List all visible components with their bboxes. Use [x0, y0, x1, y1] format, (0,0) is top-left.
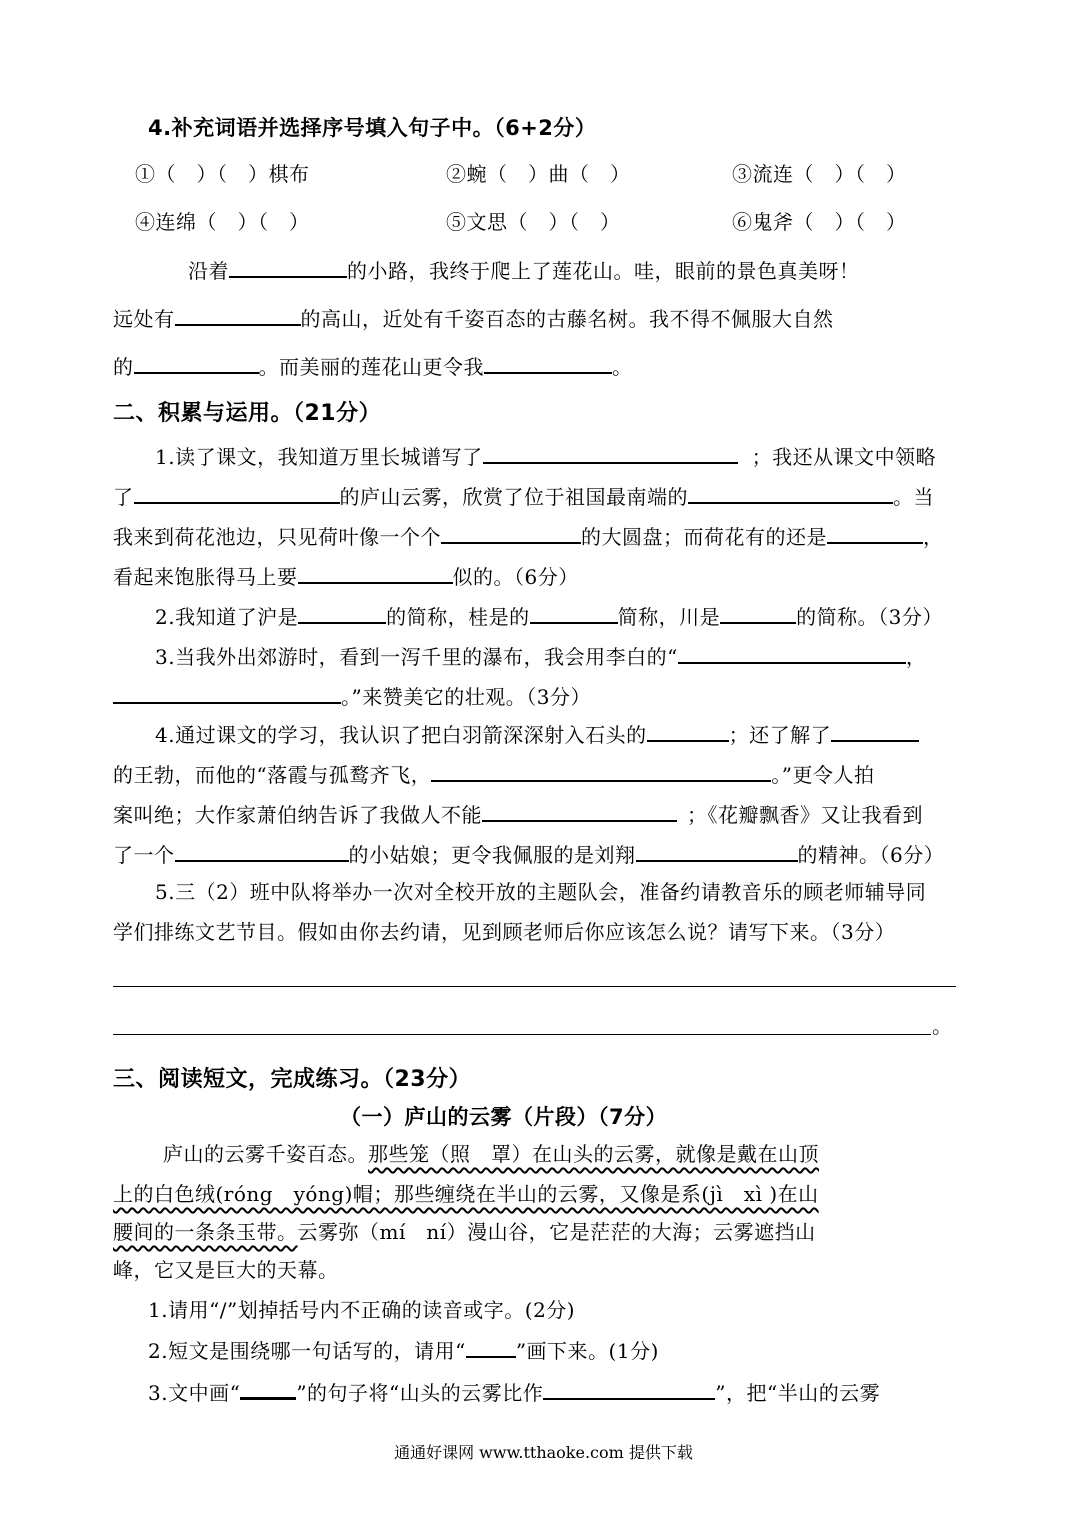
q4-item-1: ①（ ）（ ）棋布 [135, 162, 310, 186]
passage-line-1: 庐山的云雾千姿百态。那些笼（照 罩）在山头的云雾，就像是戴在山顶 [163, 1142, 819, 1166]
sec2-line-2: 了 的庐山云雾，欣赏了位于祖国最南端的 。当 [113, 482, 934, 511]
sec2-line-13: 学们排练文艺节目。假如由你去约请，见到顾老师后你应该怎么说？请写下来。（3分） [113, 920, 896, 944]
sec2-line-9: 的王勃，而他的“落霞与孤鹜齐飞， 。”更令人拍 [113, 760, 874, 789]
sec2-line-7: 。”来赞美它的壮观。（3分） [113, 682, 591, 711]
sec2-line-1: 1.读了课文，我知道万里长城谱写了 ；我还从课文中领略 [155, 442, 936, 471]
sec2-line-5: 2.我知道了沪是 的简称，桂是的 简称，川是 的简称。（3分） [155, 602, 943, 631]
passage-line-4: 峰，它又是巨大的天幕。 [113, 1258, 339, 1282]
passage-question-3: 3.文中画“ ”的句子将“山头的云雾比作 ”，把“半山的云雾 [148, 1377, 880, 1407]
q4-title: 4.补充词语并选择序号填入句子中。（6+2分） [148, 116, 597, 140]
passage-question-2: 2.短文是围绕哪一句话写的，请用“ ”画下来。(1分) [148, 1336, 659, 1365]
answer-line-1 [113, 985, 956, 987]
q4-sentence-line-2: 远处有 的高山，近处有千姿百态的古藤名树。我不得不佩服大自然 [113, 304, 834, 333]
sec2-line-6: 3.当我外出郊游时，看到一泻千里的瀑布，我会用李白的“ ， [155, 642, 926, 671]
passage-line-3: 腰间的一条条玉带。云雾弥（mí ní）漫山谷，它是茫茫的大海；云雾遮挡山 [113, 1220, 816, 1244]
sec2-line-8: 4.通过课文的学习，我认识了把白羽箭深深射入石头的 ；还了解了 [155, 720, 919, 749]
sec2-line-3: 我来到荷花池边，只见荷叶像一个个 的大圆盘；而荷花有的还是 ， [113, 522, 944, 551]
sec2-line-10: 案叫绝；大作家萧伯纳告诉了我做人不能 ；《花瓣飘香》又让我看到 [113, 800, 923, 829]
passage-question-1: 1.请用“/”划掉括号内不正确的读音或字。(2分) [148, 1298, 576, 1322]
sec2-line-4: 看起来饱胀得马上要 似的。（6分） [113, 562, 579, 591]
q4-item-3: ③流连（ ）（ ） [732, 162, 907, 186]
sec2-line-11: 了一个 的小姑娘；更令我佩服的是刘翔 的精神。（6分） [113, 840, 944, 869]
answer-end-mark: 。 [932, 1014, 953, 1038]
q4-item-2: ②蜿（ ）曲（ ） [446, 162, 631, 186]
q4-item-4: ④连绵（ ）（ ） [135, 210, 310, 234]
q4-item-6: ⑥鬼斧（ ）（ ） [732, 210, 907, 234]
section-2-title: 二、积累与运用。（21分） [113, 401, 382, 426]
section-3-title: 三、阅读短文，完成练习。（23分） [113, 1067, 472, 1092]
passage-subtitle: （一）庐山的云雾（片段）（7分） [340, 1105, 668, 1129]
q4-item-5: ⑤文思（ ）（ ） [446, 210, 621, 234]
sec2-line-12: 5.三（2）班中队将举办一次对全校开放的主题队会，准备约请教音乐的顾老师辅导同 [155, 880, 927, 904]
page-footer: 通通好课网 www.tthaoke.com 提供下载 [394, 1443, 693, 1462]
passage-line-2: 上的白色绒(róng yóng)帽；那些缠绕在半山的云雾，又像是系(jì xì )在山 [113, 1182, 819, 1206]
q4-sentence-line-3: 的 。而美丽的莲花山更令我 。 [113, 352, 633, 381]
answer-line-2 [113, 1033, 931, 1035]
q4-sentence-line-1: 沿着 的小路，我终于爬上了莲花山。哇，眼前的景色真美呀！ [188, 256, 860, 285]
